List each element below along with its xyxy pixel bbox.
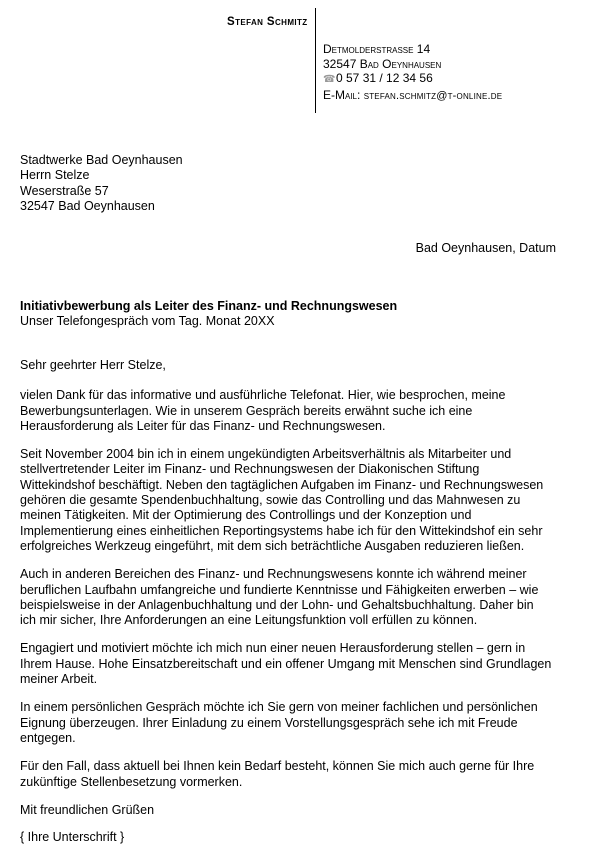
- body-paragraph: [20, 567, 568, 628]
- letterhead-divider: [315, 8, 316, 113]
- recipient-company: Stadtwerke Bad Oeynhausen: [20, 153, 183, 167]
- body-line: vielen Dank für das informative und ausführliche Telefonat. Hier, wie besprochen, meine: [20, 388, 506, 403]
- sender-email: stefan.schmitz@t-online.de: [363, 89, 503, 102]
- sender-email-label: E-Mail:: [323, 87, 361, 102]
- body-line: Für den Fall, dass aktuell bei Ihnen kein Bedarf besteht, können Sie mich auch gerne für Ihre: [20, 759, 535, 774]
- body-line: Implementierung eines einheitlichen Reportingsystems habe ich für den Wittekindshof ein sehr: [20, 523, 543, 538]
- subject-block: [20, 299, 397, 329]
- closing: Mit freundlichen Grüßen: [20, 802, 155, 817]
- body-line: beruflichen Laufbahn umfangreiche und fundierte Kenntnisse und Fähigkeiten erwerben – wie: [20, 582, 539, 597]
- body-paragraph: [20, 641, 568, 687]
- body-line: In einem persönlichen Gespräch möchte ich Sie gern von meiner fachlichen und persönlichen: [20, 700, 538, 715]
- place-date: Bad Oeynhausen, Datum: [415, 241, 556, 255]
- body-line: Herausforderung als Leiter für das Finanz- und Rechnungswesen.: [20, 418, 386, 433]
- sender-phone: 0 57 31 / 12 34 56: [336, 71, 433, 85]
- body-line: Wittekindshof beschäftigt. Neben den tagtäglichen Aufgaben im Finanz- und Rechnungswesen: [20, 477, 544, 492]
- recipient-person: Herrn Stelze: [20, 168, 90, 183]
- body-paragraph: [20, 388, 568, 434]
- body-line: ich mir sicher, Ihre Anforderungen an eine Leitungsfunktion voll erfüllen zu können.: [20, 613, 478, 628]
- body-paragraph: [20, 447, 568, 554]
- sender-city: 32547 Bad Oeynhausen: [323, 56, 442, 71]
- body-line: Auch in anderen Bereichen des Finanz- und Rechnungswesens konnte ich während meiner: [20, 567, 527, 582]
- sender-email-row: [323, 88, 502, 104]
- body-line: stellvertretender Leiter im Finanz- und Rechnungswesen der Diakonischen Stiftung: [20, 462, 480, 477]
- recipient-city: 32547 Bad Oeynhausen: [20, 198, 155, 213]
- recipient-address: [20, 153, 183, 214]
- body-line: zukünftige Stellenbesetzung vormerken.: [20, 774, 243, 789]
- body-line: Seit November 2004 bin ich in einem ungekündigten Arbeitsverhältnis als Mitarbeiter und: [20, 447, 512, 462]
- salutation: Sehr geehrter Herr Stelze,: [20, 358, 166, 372]
- body-line: Bewerbungsunterlagen. Wie in unserem Gespräch bereits erwähnt suche ich eine: [20, 403, 473, 418]
- phone-icon: ☎: [323, 74, 336, 85]
- signature-placeholder: { Ihre Unterschrift }: [20, 830, 125, 845]
- body-line: Eignung überzeugen. Ihrer Einladung zu einem Vorstellungsgespräch sehe ich mit Freude: [20, 715, 518, 730]
- sender-phone-row: [323, 71, 502, 88]
- subject-reference: Unser Telefongespräch vom Tag. Monat 20XX: [20, 314, 275, 328]
- sender-name: Stefan Schmitz: [227, 16, 308, 28]
- body-paragraph: [20, 759, 568, 790]
- recipient-street: Weserstraße 57: [20, 183, 109, 198]
- body-line: entgegen.: [20, 730, 76, 745]
- body-line: meinen Tätigkeiten. Mit der Optimierung des Controllings und der Konzeption und: [20, 508, 472, 523]
- body-line: beispielsweise in der Anlagenbuchhaltung und der Lohn- und Gehaltsbuchhaltung. Daher bin: [20, 597, 534, 612]
- sender-contact-block: [323, 42, 502, 103]
- body-line: meiner Arbeit.: [20, 672, 98, 687]
- letter-body: [20, 358, 568, 858]
- sender-street: Detmolderstrasse 14: [323, 42, 431, 56]
- body-line: Ihrem Hause. Hohe Einsatzbereitschaft und ein offener Umgang mit Menschen sind Grundlagen: [20, 656, 552, 671]
- body-paragraph: [20, 700, 568, 746]
- body-line: gehören die gesamte Spendenbuchhaltung, sowie das Controlling und das Mahnwesen zu: [20, 493, 521, 508]
- subject-title: Initiativbewerbung als Leiter des Finanz- und Rechnungswesen: [20, 299, 398, 313]
- body-line: erfolgreiches Werkzeug eingeführt, mit dem sich beträchtliche Ausgaben reduzieren ließen.: [20, 538, 525, 553]
- body-line: Engagiert und motiviert möchte ich mich nun einer neuen Herausforderung stellen – gern in: [20, 641, 526, 656]
